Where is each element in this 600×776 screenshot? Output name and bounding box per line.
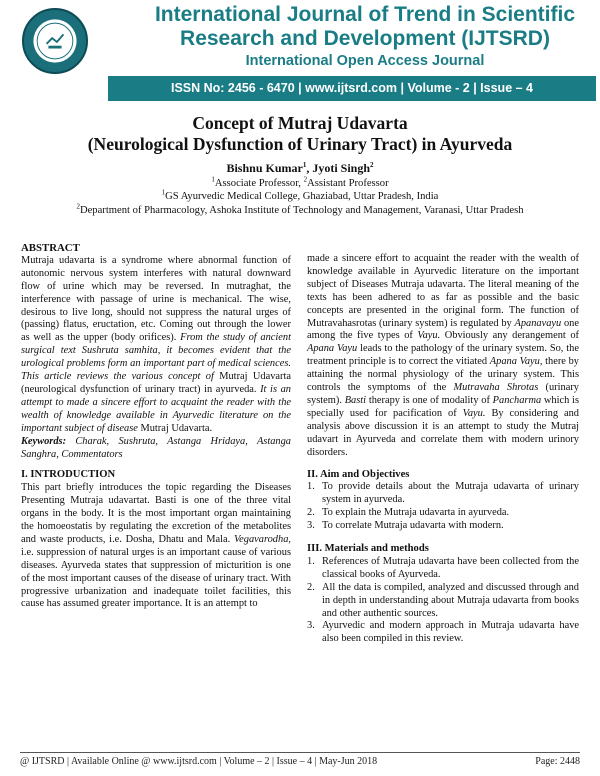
affiliation-1 bbox=[10, 190, 590, 203]
methods-heading: III. Materials and methods bbox=[307, 543, 429, 555]
author-1-sup: 1 bbox=[302, 161, 307, 169]
affil-sup: 1 bbox=[211, 175, 215, 184]
left-column bbox=[21, 242, 291, 611]
author-list bbox=[20, 161, 580, 176]
text-part: By considering and analysis above discussion it is an attempt to study the Mutraj udavart in Ayurveda and correlate them with modern urinory disorders. bbox=[307, 407, 579, 458]
journal-title bbox=[150, 3, 580, 51]
list-item bbox=[307, 582, 579, 621]
journal-title-line2: Research and Development (IJTSRD) bbox=[180, 27, 550, 50]
text-part: therapy is one of modality of bbox=[366, 394, 493, 406]
affil-text: Department of Pharmacology, Ashoka Institute of Technology and Management, Varanasi, Uttar Pradesh bbox=[79, 205, 524, 216]
author-2-sup: 2 bbox=[370, 161, 374, 169]
text-part: which is specially used for pacification of bbox=[307, 394, 579, 419]
list-number: 1. bbox=[307, 481, 315, 493]
affil-text: GS Ayurvedic Medical College, Ghaziabad, Uttar Pradesh, India bbox=[165, 191, 439, 202]
paper-title-line1: Concept of Mutraj Udavarta bbox=[192, 113, 408, 133]
keywords-list: Charak, Sushruta, Astanga Hridaya, Astanga Sanghra, Commentators bbox=[21, 435, 291, 460]
journal-header bbox=[0, 0, 600, 106]
issn-bar: ISSN No: 2456 - 6470 | www.ijtsrd.com | Volume - 2 | Issue – 4 bbox=[108, 76, 596, 101]
list-number: 1. bbox=[307, 555, 315, 567]
list-text: All the data is compiled, analyzed and discussed through and in depth in understanding about Mutraja udavarta from books and other authentic sources. bbox=[322, 581, 579, 619]
methods-list bbox=[307, 556, 579, 646]
text-part: one among the five types of bbox=[307, 317, 579, 342]
list-text: To provide details about the Mutraja udavarta of urinary system in ayurveda. bbox=[322, 481, 579, 506]
affil-position-1: Associate Professor, bbox=[214, 178, 304, 189]
text-italic: Pancharma bbox=[492, 394, 542, 406]
journal-title-line1: International Journal of Trend in Scientific bbox=[154, 3, 576, 26]
affiliation-2 bbox=[10, 204, 590, 217]
affil-sup: 1 bbox=[161, 188, 166, 197]
journal-logo-icon bbox=[24, 10, 86, 72]
intro-heading: I. INTRODUCTION bbox=[21, 469, 116, 481]
list-item bbox=[307, 556, 579, 582]
text-italic: Basti bbox=[344, 394, 367, 406]
journal-logo bbox=[22, 8, 88, 74]
abstract-heading: ABSTRACT bbox=[21, 242, 80, 254]
abstract-part: Mutraja udavarta is a syndrome where abnormal function of autonomic nervous system interferes with natural downward flow of urine which may be reversed. In mutraghat, the interference with passage of urine is mechanical. The wise, desirous to live long, should not suppress the natural urges of (passing) flatus, eructation, etc. Coming out through the lower as well as the upper (body orifices). bbox=[21, 254, 291, 344]
list-item bbox=[307, 481, 579, 507]
text-italic: Apanavayu bbox=[514, 317, 562, 329]
paper-title-line2: (Neurological Dysfunction of Urinary Tract) in Ayurveda bbox=[87, 134, 513, 154]
abstract-text bbox=[21, 255, 291, 436]
list-text: References of Mutraja udavarta have been collected from the classical books of Ayurveda. bbox=[322, 555, 579, 580]
text-italic: Mutravaha Shrotas bbox=[453, 382, 539, 394]
affiliation-positions bbox=[10, 177, 590, 190]
list-text: Ayurvedic and modern approach in Mutraja udavarta have also been compiled in this review. bbox=[322, 620, 579, 645]
footer-divider bbox=[20, 752, 580, 753]
right-column bbox=[307, 253, 579, 646]
author-separator: , bbox=[306, 161, 313, 175]
aims-list bbox=[307, 481, 579, 533]
keywords-label: Keywords: bbox=[21, 435, 67, 447]
author-2: Jyoti Singh bbox=[312, 161, 371, 175]
list-number: 2. bbox=[307, 507, 315, 519]
text-italic: Apana Vayu bbox=[489, 356, 540, 368]
list-number: 3. bbox=[307, 620, 315, 632]
intro-part: i.e. suppression of natural urges is an important cause of various diseases. Ayurveda states that suppression of micturition is one of the most important causes of the disease of urinary tract. With progressive urbanization and inadequate toilet facilities, this cause has assumed greater importance. It is an attempt to bbox=[21, 546, 291, 610]
open-access-label: International Open Access Journal bbox=[245, 53, 485, 69]
abstract-part-italic: It is an attempt to made a sincere effort to acquaint the reader with the wealth of knowledge available in Ayurvedic literature on the important subject of disease bbox=[21, 383, 291, 434]
list-item bbox=[307, 620, 579, 646]
paper-title bbox=[20, 113, 580, 155]
page-number: Page: 2448 bbox=[535, 756, 580, 767]
text-part: , there by attaining the normal physiology of the urinary system. This controls the symptoms of the bbox=[307, 356, 579, 394]
text-part: Obviously any derangement of bbox=[440, 330, 579, 342]
text-part: leads to the pathology of the urinary system. So, the treatment principle is to correct the vitiated bbox=[307, 343, 579, 368]
intro-part-italic: Vegavarodha, bbox=[233, 533, 291, 545]
text-part: made a sincere effort to acquaint the reader with the wealth of knowledge available in Ayurvedic literature on the important subject of Diseases Mutraja udavarta. The literal meaning of the texts has been adhered to as far as possible and the basic concepts are presented in the original form. The function of Mutravahasrotas (urinary system) is regulated by bbox=[307, 253, 579, 329]
text-italic: Vayu. bbox=[417, 330, 441, 342]
affil-sup: 2 bbox=[303, 175, 308, 184]
list-text: To correlate Mutraja udavarta with modern. bbox=[322, 520, 504, 532]
list-item bbox=[307, 520, 579, 533]
affil-position-2: Assistant Professor bbox=[307, 178, 389, 189]
list-number: 3. bbox=[307, 520, 315, 532]
abstract-part-italic: From the study of ancient surgical text Sushruta samhita, it becomes evident that the urological problems form an important part of medical sciences. This article reviews the various concept of bbox=[21, 332, 291, 383]
aims-heading: II. Aim and Objectives bbox=[307, 468, 410, 480]
text-italic: Apana Vayu bbox=[307, 343, 358, 355]
intro-continued-text bbox=[307, 253, 579, 460]
abstract-part: Mutraj Udavarta. bbox=[140, 422, 213, 434]
text-part: (urinary system). bbox=[307, 382, 579, 406]
list-number: 2. bbox=[307, 581, 315, 593]
author-1: Bishnu Kumar bbox=[226, 161, 303, 175]
intro-part: This part briefly introduces the topic regarding the Diseases Presenting Mutraja udavartat. Basti is one of the three vital organs in the body. It is the most important organ maintaining the homoeostatis by regulating the excretion of the metabolites and waste products, i.e. Dosha, Dhatu and Mala. bbox=[21, 482, 291, 545]
keywords bbox=[21, 436, 291, 462]
intro-text bbox=[21, 482, 291, 611]
affil-sup: 2 bbox=[76, 202, 80, 211]
abstract-part: Mutraj Udavarta (neurological dysfunction of urinary tract) in ayurveda. bbox=[21, 371, 291, 395]
list-text: To explain the Mutraja udavarta in ayurveda. bbox=[322, 507, 510, 519]
list-item bbox=[307, 507, 579, 520]
text-italic: Vayu. bbox=[462, 407, 486, 419]
footer-citation: @ IJTSRD | Available Online @ www.ijtsrd.com | Volume – 2 | Issue – 4 | May-Jun 2018 bbox=[20, 756, 378, 767]
